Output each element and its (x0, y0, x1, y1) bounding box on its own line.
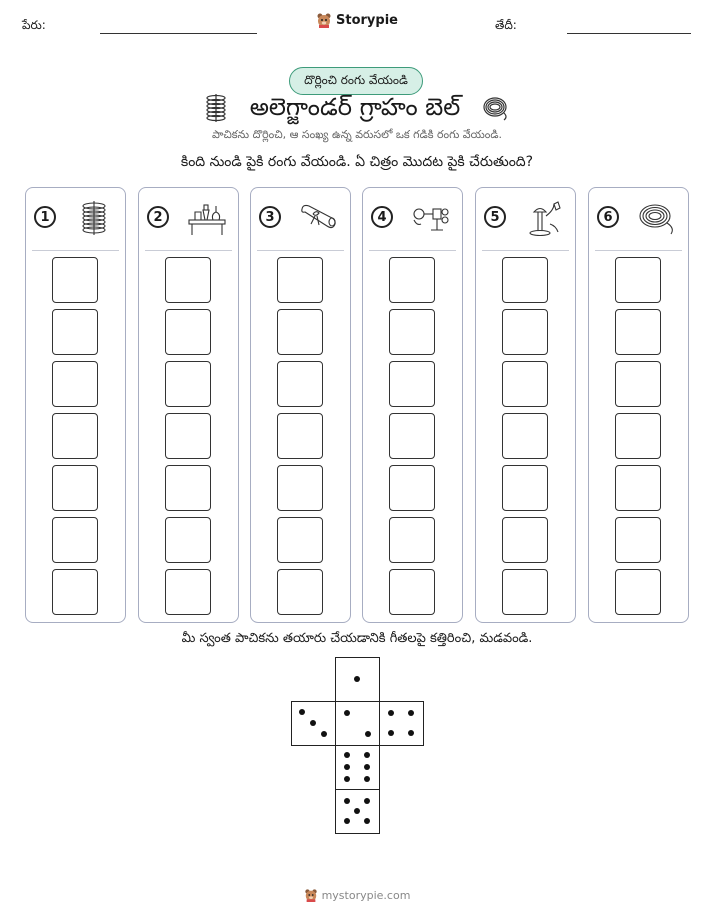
color-box[interactable] (615, 257, 661, 303)
color-box[interactable] (502, 257, 548, 303)
color-box[interactable] (502, 517, 548, 563)
color-box[interactable] (615, 413, 661, 459)
column-number: 5 (484, 206, 506, 228)
coil-stack-icon (204, 93, 228, 123)
scroll-icon (299, 200, 339, 236)
color-box[interactable] (615, 517, 661, 563)
column-divider (369, 250, 456, 251)
die-face-3[interactable] (291, 701, 336, 746)
color-box[interactable] (165, 517, 211, 563)
column-header (259, 200, 343, 240)
column-header (147, 200, 231, 240)
footer-url[interactable]: mystorypie.com (321, 888, 411, 902)
color-box[interactable] (165, 465, 211, 511)
date-line[interactable] (567, 33, 691, 34)
color-box[interactable] (389, 517, 435, 563)
color-box-stack (52, 257, 100, 621)
page-title (0, 93, 714, 127)
storypie-bear-icon (316, 12, 332, 28)
color-box[interactable] (389, 413, 435, 459)
column-header (597, 200, 681, 240)
wire-coil-icon (482, 95, 510, 121)
color-box[interactable] (52, 517, 98, 563)
name-line[interactable] (100, 33, 257, 34)
color-box[interactable] (502, 413, 548, 459)
color-box[interactable] (165, 413, 211, 459)
die-face-5[interactable] (335, 789, 380, 834)
activity-pill: దొర్లించి రంగు వేయండి (289, 67, 423, 95)
column-divider (257, 250, 344, 251)
column-number: 1 (34, 206, 56, 228)
color-box[interactable] (389, 257, 435, 303)
die-face-2[interactable] (335, 701, 380, 746)
color-box[interactable] (165, 361, 211, 407)
color-box[interactable] (502, 361, 548, 407)
wire-coil-icon (637, 200, 677, 236)
brand-name: Storypie (336, 12, 398, 28)
column-header (484, 200, 568, 240)
color-box[interactable] (389, 465, 435, 511)
color-box-stack (277, 257, 325, 621)
subtitle: పాచికను దొర్లించి, ఆ సంఖ్య ఉన్న వరుసలో ఒక గడికి రంగు వేయండి. (212, 128, 502, 141)
color-box[interactable] (615, 465, 661, 511)
telephone-apparatus-icon (411, 200, 451, 236)
color-box[interactable] (52, 413, 98, 459)
color-box[interactable] (52, 569, 98, 615)
column-number: 6 (597, 206, 619, 228)
cut-instruction: మీ స్వంత పాచికను తయారు చేయడానికి గీతలపై కత్తిరించి, మడవండి. (181, 631, 533, 646)
date-label: తేదీ: (495, 18, 517, 32)
die-face-1[interactable] (335, 657, 380, 702)
column-6 (588, 187, 689, 623)
color-box[interactable] (389, 569, 435, 615)
die-face-4[interactable] (379, 701, 424, 746)
color-box[interactable] (502, 465, 548, 511)
color-box-stack (502, 257, 550, 621)
coil-stack-icon (74, 200, 114, 236)
instruction: కింది నుండి పైకి రంగు వేయండి. ఏ చిత్రం మొదట పైకి చేరుతుంది? (180, 154, 534, 170)
color-box[interactable] (389, 361, 435, 407)
column-divider (482, 250, 569, 251)
footer (0, 888, 714, 902)
column-header (371, 200, 455, 240)
color-box[interactable] (52, 361, 98, 407)
name-label: పేరు: (22, 18, 46, 32)
color-box[interactable] (277, 413, 323, 459)
column-number: 3 (259, 206, 281, 228)
color-box-stack (165, 257, 213, 621)
column-divider (145, 250, 232, 251)
candlestick-phone-icon (524, 200, 564, 236)
color-box-stack (389, 257, 437, 621)
color-box[interactable] (389, 309, 435, 355)
color-box-stack (615, 257, 663, 621)
color-box[interactable] (52, 257, 98, 303)
color-box[interactable] (165, 257, 211, 303)
color-box[interactable] (277, 517, 323, 563)
color-box[interactable] (615, 569, 661, 615)
color-box[interactable] (52, 465, 98, 511)
color-box[interactable] (277, 569, 323, 615)
die-face-6[interactable] (335, 745, 380, 790)
color-box[interactable] (165, 309, 211, 355)
color-box[interactable] (615, 361, 661, 407)
brand-logo (0, 12, 714, 28)
color-box[interactable] (277, 257, 323, 303)
color-box[interactable] (502, 569, 548, 615)
column-3 (250, 187, 351, 623)
column-divider (32, 250, 119, 251)
column-4 (362, 187, 463, 623)
color-box[interactable] (277, 309, 323, 355)
lab-table-icon (187, 200, 227, 236)
column-number: 4 (371, 206, 393, 228)
color-box[interactable] (502, 309, 548, 355)
color-box[interactable] (615, 309, 661, 355)
title-text: అలెగ్జాండర్ గ్రాహం బెల్ (249, 93, 461, 121)
column-1 (25, 187, 126, 623)
color-box[interactable] (277, 361, 323, 407)
color-box[interactable] (52, 309, 98, 355)
column-divider (595, 250, 682, 251)
column-number: 2 (147, 206, 169, 228)
column-2 (138, 187, 239, 623)
color-box[interactable] (277, 465, 323, 511)
color-box[interactable] (165, 569, 211, 615)
storypie-bear-icon (304, 888, 318, 902)
column-5 (475, 187, 576, 623)
column-header (34, 200, 118, 240)
